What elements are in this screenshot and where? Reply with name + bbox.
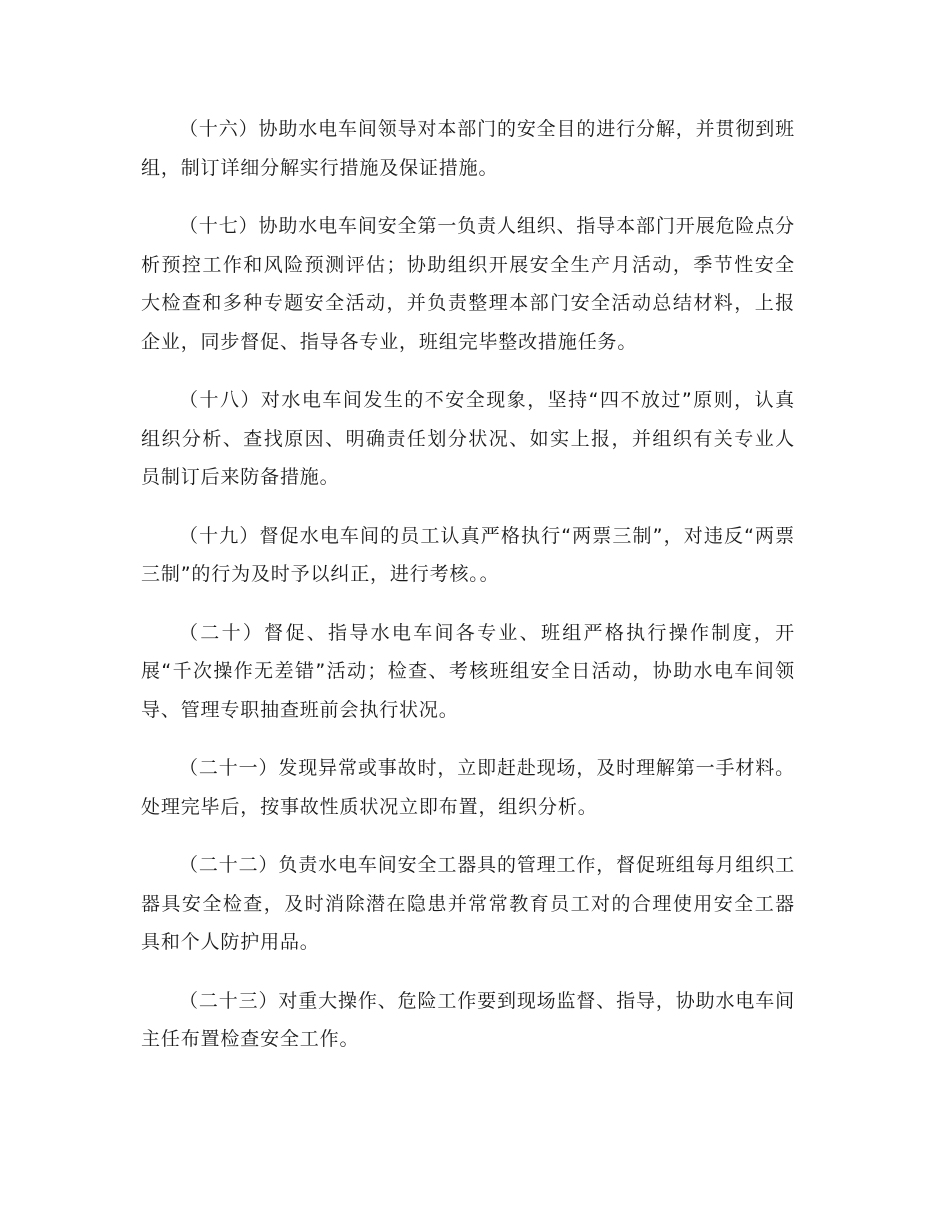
paragraph-23: （二十三）对重大操作、危险工作要到现场监督、指导，协助水电车间主任布置检查安全工作。 [141,989,795,1050]
paragraph-20: （二十）督促、指导水电车间各专业、班组严格执行操作制度，开展“千次操作无差错”活动；检查、考核班组安全日活动，协助水电车间领导、管理专职抽查班前会执行状况。 [141,621,795,721]
paragraph-19: （十九）督促水电车间的员工认真严格执行“两票三制”，对违反“两票三制”的行为及时予以纠正，进行考核。。 [141,524,795,585]
document-body [141,110,795,1079]
paragraph-21: （二十一）发现异常或事故时，立即赶赴现场，及时理解第一手材料。处理完毕后，按事故性质状况立即布置，组织分析。 [141,757,795,818]
paragraph-18: （十八）对水电车间发生的不安全现象，坚持“四不放过”原则，认真组织分析、查找原因、明确责任划分状况、如实上报，并组织有关专业人员制订后来防备措施。 [141,389,795,488]
paragraph-17: （十七）协助水电车间安全第一负责人组织、指导本部门开展危险点分析预控工作和风险预测评估；协助组织开展安全生产月活动，季节性安全大检查和多种专题安全活动，并负责整理本部门安全活动总结材料，上报企业，同步督促、指导各专业，班组完毕整改措施任务。 [141,215,795,353]
paragraph-16: （十六）协助水电车间领导对本部门的安全目的进行分解，并贯彻到班组，制订详细分解实行措施及保证措施。 [141,118,795,179]
paragraph-22: （二十二）负责水电车间安全工器具的管理工作，督促班组每月组织工器具安全检查，及时消除潜在隐患并常常教育员工对的合理使用安全工器具和个人防护用品。 [141,854,795,953]
